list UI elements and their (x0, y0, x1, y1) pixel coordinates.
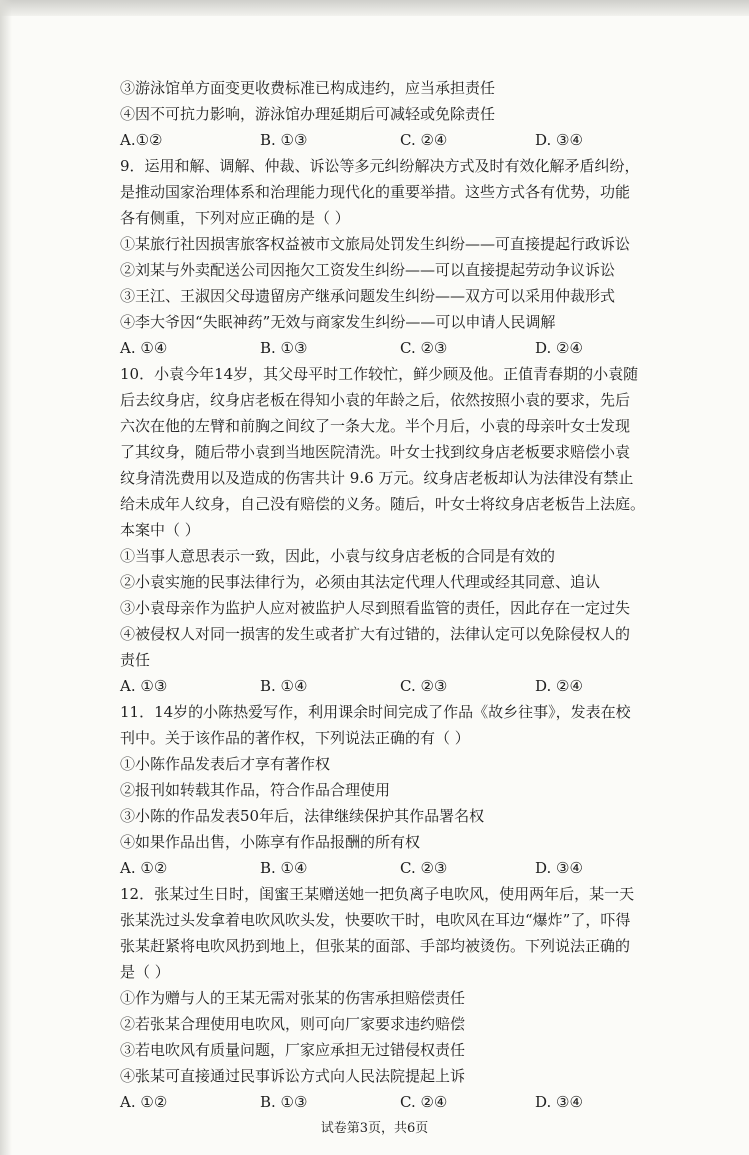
option-statement: ④张某可直接通过民事诉讼方式向人民法院提起上诉 (120, 1067, 466, 1085)
choice-b: B. ①④ (260, 859, 308, 877)
option-statement: ①小陈作品发表后才享有著作权 (120, 755, 331, 773)
option-statement: ③游泳馆单方面变更收费标准已构成违约，应当承担责任 (120, 79, 496, 97)
question-11-text: 刊中。关于该作品的著作权，下列说法正确的有（ ） (120, 729, 470, 747)
choice-c: C. ②④ (400, 131, 448, 149)
question-10-text: 纹身清洗费用以及造成的伤害共计 9.6 万元。纹身店老板却认为法律没有禁止 (120, 469, 634, 487)
choice-c: C. ②③ (400, 859, 448, 877)
option-statement: ①当事人意思表示一致，因此，小袁与纹身店老板的合同是有效的 (120, 547, 556, 565)
choice-a: A. ①② (120, 1093, 168, 1111)
question-12-text: 张某赶紧将电吹风扔到地上，但张某的面部、手部均被烫伤。下列说法正确的 (120, 937, 631, 955)
choice-b: B. ①③ (260, 131, 308, 149)
choice-d: D. ③④ (535, 131, 583, 149)
choice-d: D. ③④ (535, 1093, 583, 1111)
answer-choices (120, 858, 680, 878)
option-statement: ②刘某与外卖配送公司因拖欠工资发生纠纷——可以直接提起劳动争议诉讼 (120, 261, 616, 279)
option-statement: ④如果作品出售，小陈享有作品报酬的所有权 (120, 833, 421, 851)
choice-b: B. ①③ (260, 339, 308, 357)
question-10-text: 后去纹身店，纹身店老板在得知小袁的年龄之后，依然按照小袁的要求，先后 (120, 391, 631, 409)
question-12-text: 12．张某过生日时，闺蜜王某赠送她一把负离子电吹风，使用两年后，某一天 (120, 885, 635, 903)
choice-a: A.①② (120, 131, 163, 149)
choice-a: A. ①④ (120, 339, 168, 357)
option-statement: ②报刊如转载其作品，符合作品合理使用 (120, 781, 391, 799)
question-10-text: 六次在他的左臂和前胸之间纹了一条大龙。半个月后，小袁的母亲叶女士发现 (120, 417, 631, 435)
choice-b: B. ①③ (260, 1093, 308, 1111)
question-9-text: 各有侧重，下列对应正确的是（ ） (120, 209, 350, 227)
choice-a: A. ①② (120, 859, 168, 877)
question-10-text: 了其纹身，随后带小袁到当地医院清洗。叶女士找到纹身店老板要求赔偿小袁 (120, 443, 631, 461)
page-footer: 试卷第3页，共6页 (320, 1121, 429, 1136)
choice-a: A. ①③ (120, 677, 168, 695)
choice-b: B. ①④ (260, 677, 308, 695)
answer-choices (120, 338, 680, 358)
choice-d: D. ③④ (535, 859, 583, 877)
question-12-text: 张某洗过头发拿着电吹风吹头发，快要吹干时，电吹风在耳边“爆炸”了，吓得 (120, 911, 631, 929)
answer-choices (120, 1092, 680, 1112)
choice-c: C. ②③ (400, 677, 448, 695)
choice-d: D. ②④ (535, 339, 583, 357)
question-10-text: 本案中（ ） (120, 521, 200, 539)
option-statement: ③小袁母亲作为监护人应对被监护人尽到照看监管的责任，因此存在一定过失 (120, 599, 631, 617)
answer-choices (120, 130, 680, 150)
option-statement: ④李大爷因“失眠神药”无效与商家发生纠纷——可以申请人民调解 (120, 313, 556, 331)
option-statement: ②小袁实施的民事法律行为，必须由其法定代理人代理或经其同意、追认 (120, 573, 601, 591)
option-statement: ④被侵权人对同一损害的发生或者扩大有过错的，法律认定可以免除侵权人的 (120, 625, 631, 643)
option-statement: ③小陈的作品发表50年后，法律继续保护其作品署名权 (120, 807, 485, 825)
choice-d: D. ②④ (535, 677, 583, 695)
option-statement: ③若电吹风有质量问题，厂家应承担无过错侵权责任 (120, 1041, 466, 1059)
option-statement: ②若张某合理使用电吹风，则可向厂家要求违约赔偿 (120, 1015, 466, 1033)
option-statement: 责任 (120, 651, 151, 669)
option-statement: ③王江、王淑因父母遗留房产继承问题发生纠纷——双方可以采用仲裁形式 (120, 287, 616, 305)
question-12-text: 是（ ） (120, 963, 170, 981)
choice-c: C. ②④ (400, 1093, 448, 1111)
option-statement: ①作为赠与人的王某无需对张某的伤害承担赔偿责任 (120, 989, 466, 1007)
question-10-text: 10．小袁今年14岁，其父母平时工作较忙，鲜少顾及他。正值青春期的小袁随 (120, 365, 639, 383)
option-statement: ④因不可抗力影响，游泳馆办理延期后可减轻或免除责任 (120, 105, 496, 123)
answer-choices (120, 676, 680, 696)
choice-c: C. ②③ (400, 339, 448, 357)
question-9-text: 是推动国家治理体系和治理能力现代化的重要举措。这些方式各有优势，功能 (120, 183, 631, 201)
question-10-text: 给未成年人纹身，自己没有赔偿的义务。随后，叶女士将纹身店老板告上法庭。 (120, 495, 646, 513)
question-11-text: 11．14岁的小陈热爱写作，利用课余时间完成了作品《故乡往事》，发表在校 (120, 703, 631, 721)
option-statement: ①某旅行社因损害旅客权益被市文旅局处罚发生纠纷——可直接提起行政诉讼 (120, 235, 631, 253)
question-9-text: 9．运用和解、调解、仲裁、诉讼等多元纠纷解决方式及时有效化解矛盾纠纷， (120, 157, 640, 175)
